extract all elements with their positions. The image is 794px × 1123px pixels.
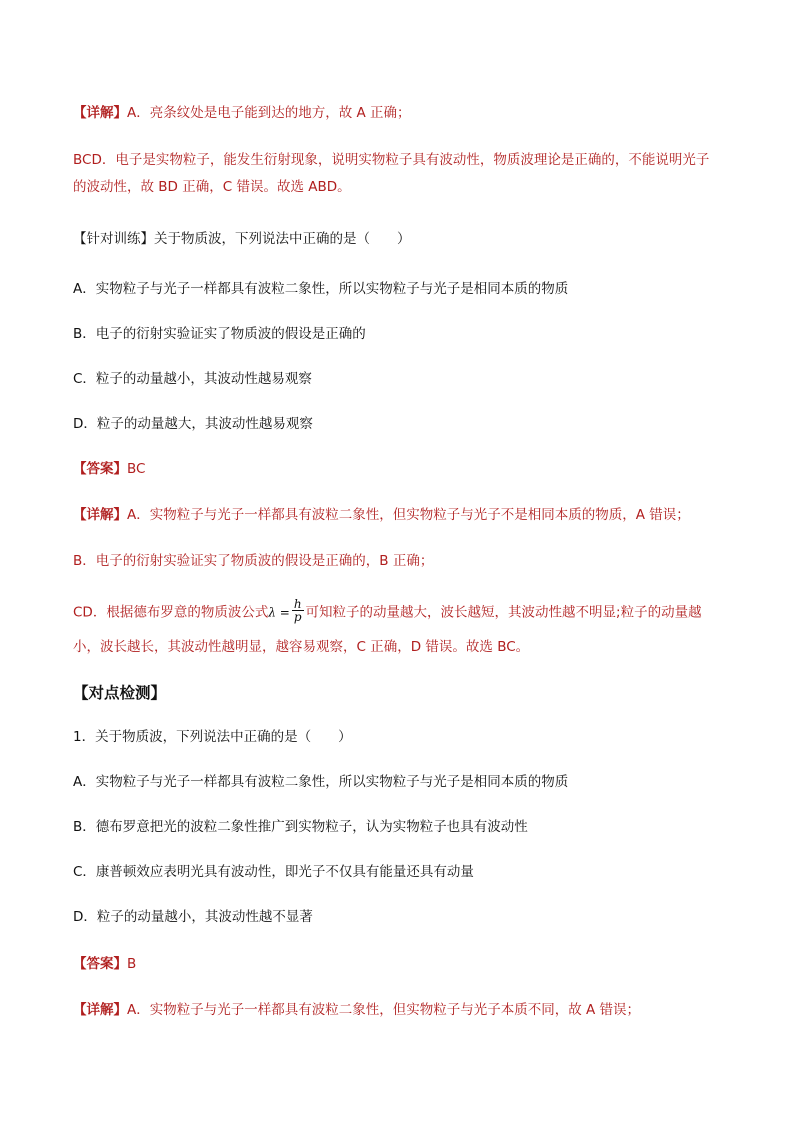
detail-cd-pre: CD．根据德布罗意的物质波公式: [73, 604, 269, 621]
detail-tag: 【详解】: [73, 105, 127, 121]
detail-line-2: BCD．电子是实物粒子，能发生衍射现象，说明实物粒子具有波动性，物质波理论是正确的，不能说明光子: [73, 152, 710, 168]
check-option-c: C．康普顿效应表明光具有波动性，即光子不仅具有能量还具有动量: [73, 864, 474, 880]
check-question: 1．关于物质波，下列说法中正确的是（ ）: [73, 729, 352, 745]
option-a: A．实物粒子与光子一样都具有波粒二象性，所以实物粒子与光子是相同本质的物质: [73, 281, 569, 297]
section-heading: 【对点检测】: [73, 684, 167, 702]
detail-line-a: [73, 505, 733, 525]
detail-line-cd-2: 小，波长越长，其波动性越明显，越容易观察，C 正确，D 错误。故选 BC。: [73, 639, 530, 655]
answer-line: [73, 459, 733, 479]
answer-tag: 【答案】: [73, 461, 127, 477]
check-answer-line: [73, 954, 733, 974]
detail-line-3: 的波动性，故 BD 正确，C 错误。故选 ABD。: [73, 179, 351, 195]
detail-tag: 【详解】: [73, 507, 127, 523]
detail-text: A．实物粒子与光子一样都具有波粒二象性，但实物粒子与光子本质不同，故 A 错误；: [127, 1002, 641, 1018]
practice-question: [73, 229, 733, 249]
detail-tag: 【详解】: [73, 1002, 127, 1018]
detail-line-b: B．电子的衍射实验证实了物质波的假设是正确的，B 正确；: [73, 553, 434, 569]
option-d: D．粒子的动量越大，其波动性越易观察: [73, 416, 313, 432]
formula-denominator: p: [293, 610, 302, 624]
detail-cd-post: 可知粒子的动量越大，波长越短，其波动性越不明显;粒子的动量越: [305, 604, 702, 621]
detail-line-1: [73, 103, 733, 123]
detail-text: A．亮条纹处是电子能到达的地方，故 A 正确；: [127, 105, 411, 121]
check-option-a: A．实物粒子与光子一样都具有波粒二象性，所以实物粒子与光子是相同本质的物质: [73, 774, 569, 790]
answer-tag: 【答案】: [73, 956, 127, 972]
option-c: C．粒子的动量越小，其波动性越易观察: [73, 371, 312, 387]
check-option-d: D．粒子的动量越小，其波动性越不显著: [73, 909, 313, 925]
formula-numerator: h: [293, 597, 302, 611]
option-b: B．电子的衍射实验证实了物质波的假设是正确的: [73, 326, 366, 342]
check-detail-line: [73, 1000, 733, 1020]
practice-question-text: 关于物质波，下列说法中正确的是（ ）: [154, 231, 411, 247]
answer-value: BC: [127, 461, 146, 477]
detail-text: A．实物粒子与光子一样都具有波粒二象性，但实物粒子与光子不是相同本质的物质，A 错误；: [127, 507, 690, 523]
formula-lambda: λ =: [268, 605, 290, 620]
answer-value: B: [127, 956, 137, 972]
practice-tag: 【针对训练】: [73, 231, 154, 247]
detail-line-cd: [73, 597, 733, 625]
formula-fraction: [292, 598, 304, 623]
check-option-b: B．德布罗意把光的波粒二象性推广到实物粒子，认为实物粒子也具有波动性: [73, 819, 528, 835]
